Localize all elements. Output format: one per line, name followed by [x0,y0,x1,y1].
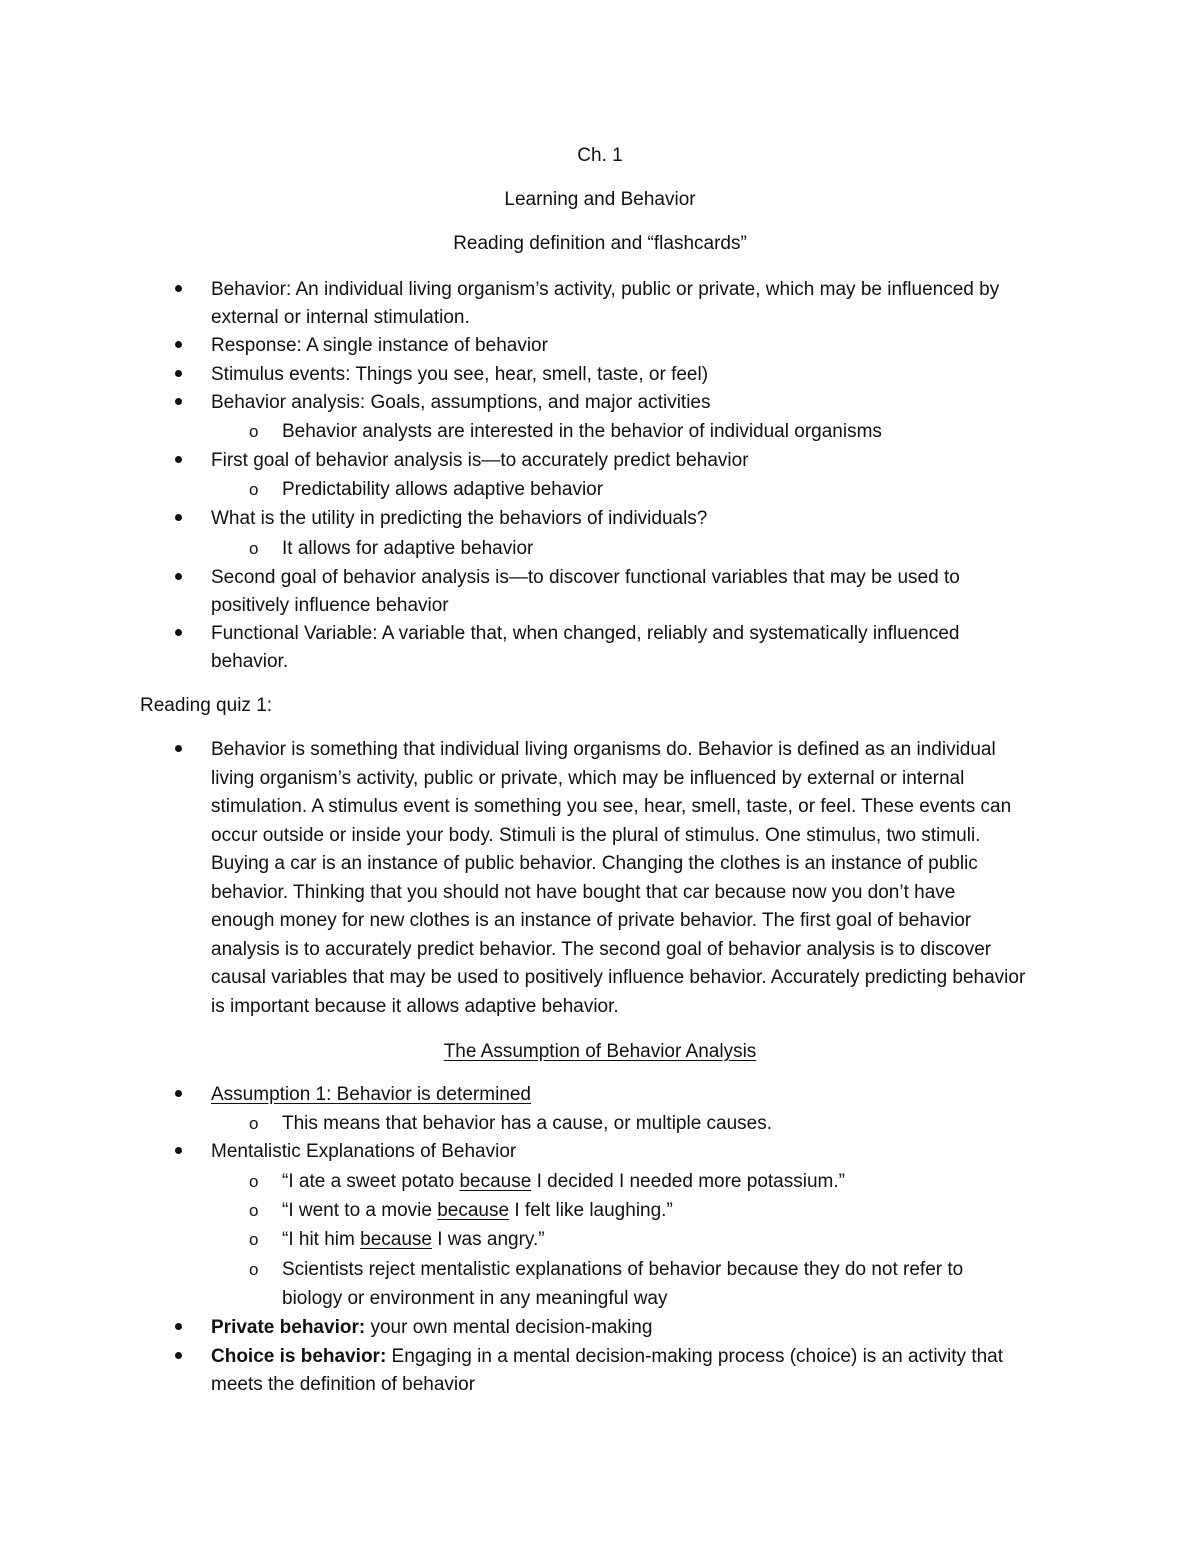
sub-bullet-marker: o [249,480,259,499]
private-text: your own mental decision-making [365,1317,653,1338]
private-label: Private behavior: [211,1317,366,1338]
bullet-icon [175,514,182,521]
bullet-icon [175,745,182,752]
page-title: Learning and Behavior [504,189,696,210]
example-1-pre: “I ate a sweet potato [282,1171,460,1192]
quiz-paragraph-line: Buying a car is an instance of public behavior. Changing the clothes is an instance of public [211,853,978,874]
sub-item-first-goal: Predictability allows adaptive behavior [282,479,604,500]
list-item-second-goal-cont: positively influence behavior [211,595,449,616]
section-subtitle: Reading definition and “flashcards” [453,233,747,254]
bullet-icon [175,398,182,405]
list-item-functional: Functional Variable: A variable that, when changed, reliably and systematically influenced [211,623,960,644]
assumption-1-text: Assumption 1: Behavior is determined [211,1084,531,1105]
chapter-heading: Ch. 1 [577,145,623,166]
sub-bullet-marker: o [249,1114,259,1133]
example-1-post: I decided I needed more potassium.” [531,1171,845,1192]
sub-item-example-3 [282,1228,545,1252]
list-item-second-goal: Second goal of behavior analysis is—to discover functional variables that may be used to [211,567,960,588]
bullet-icon [175,629,182,636]
example-2-because: because [437,1200,510,1221]
example-2-post: I felt like laughing.” [509,1200,673,1221]
example-3-pre: “I hit him [282,1229,361,1250]
list-item-functional-cont: behavior. [211,651,289,672]
bullet-icon [175,1090,182,1097]
sub-item-example-1 [282,1170,845,1194]
list-item-response: Response: A single instance of behavior [211,335,548,356]
bullet-icon [175,1352,182,1359]
sub-item-reject-cont: biology or environment in any meaningful way [282,1288,668,1309]
list-item-assumption-1 [211,1083,531,1107]
sub-item-reject: Scientists reject mentalistic explanations of behavior because they do not refer to [282,1259,964,1280]
bullet-icon [175,1323,182,1330]
bullet-icon [175,285,182,292]
quiz-paragraph-line: Behavior is something that individual living organisms do. Behavior is defined as an individual [211,739,996,760]
sub-item-utility: It allows for adaptive behavior [282,538,534,559]
quiz-paragraph-line: behavior. Thinking that you should not have bought that car because now you don’t have [211,882,956,903]
quiz-paragraph-line: occur outside or inside your body. Stimuli is the plural of stimulus. One stimulus, two stimuli. [211,825,981,846]
quiz-paragraph-line: causal variables that may be used to positively influence behavior. Accurately predicting behavior [211,967,1026,988]
list-item-behavior: Behavior: An individual living organism’s activity, public or private, which may be influenced by [211,279,1000,300]
choice-label: Choice is behavior: [211,1346,387,1367]
example-2-pre: “I went to a movie [282,1200,438,1221]
choice-text: Engaging in a mental decision-making process (choice) is an activity that [386,1346,1004,1367]
sub-bullet-marker: o [249,1172,259,1191]
list-item-utility: What is the utility in predicting the behaviors of individuals? [211,508,708,529]
list-item-behavior-cont: external or internal stimulation. [211,307,470,328]
list-item-first-goal: First goal of behavior analysis is—to accurately predict behavior [211,450,749,471]
bullet-icon [175,341,182,348]
quiz-heading: Reading quiz 1: [140,695,273,716]
list-item-stimulus: Stimulus events: Things you see, hear, smell, taste, or feel) [211,364,709,385]
sub-bullet-marker: o [249,422,259,441]
list-item-mentalistic: Mentalistic Explanations of Behavior [211,1141,517,1162]
sub-item-example-2 [282,1199,673,1223]
sub-bullet-marker: o [249,1201,259,1220]
bullet-icon [175,456,182,463]
sub-bullet-marker: o [249,1230,259,1249]
bullet-icon [175,1147,182,1154]
sub-item-assumption-1: This means that behavior has a cause, or multiple causes. [282,1113,773,1134]
example-3-post: I was angry.” [431,1229,545,1250]
example-3-because: because [360,1229,432,1250]
assumption-heading-text: The Assumption of Behavior Analysis [443,1041,757,1062]
example-1-because: because [459,1171,532,1192]
quiz-paragraph-line: is important because it allows adaptive behavior. [211,996,619,1017]
sub-bullet-marker: o [249,1260,259,1279]
list-item-choice-cont: meets the definition of behavior [211,1374,476,1395]
sub-item-analysis: Behavior analysts are interested in the behavior of individual organisms [282,421,882,442]
quiz-paragraph-line: living organism’s activity, public or private, which may be influenced by external or internal [211,768,965,789]
quiz-paragraph-line: analysis is to accurately predict behavior. The second goal of behavior analysis is to discover [211,939,992,960]
sub-bullet-marker: o [249,539,259,558]
list-item-private [211,1316,652,1340]
assumption-heading [0,1040,1200,1064]
quiz-paragraph-line: stimulation. A stimulus event is something you see, hear, smell, taste, or feel. These events can [211,796,1012,817]
quiz-paragraph-line: enough money for new clothes is an instance of private behavior. The first goal of behavior [211,910,972,931]
list-item-analysis: Behavior analysis: Goals, assumptions, and major activities [211,392,711,413]
bullet-icon [175,573,182,580]
list-item-choice [211,1345,1003,1369]
bullet-icon [175,370,182,377]
